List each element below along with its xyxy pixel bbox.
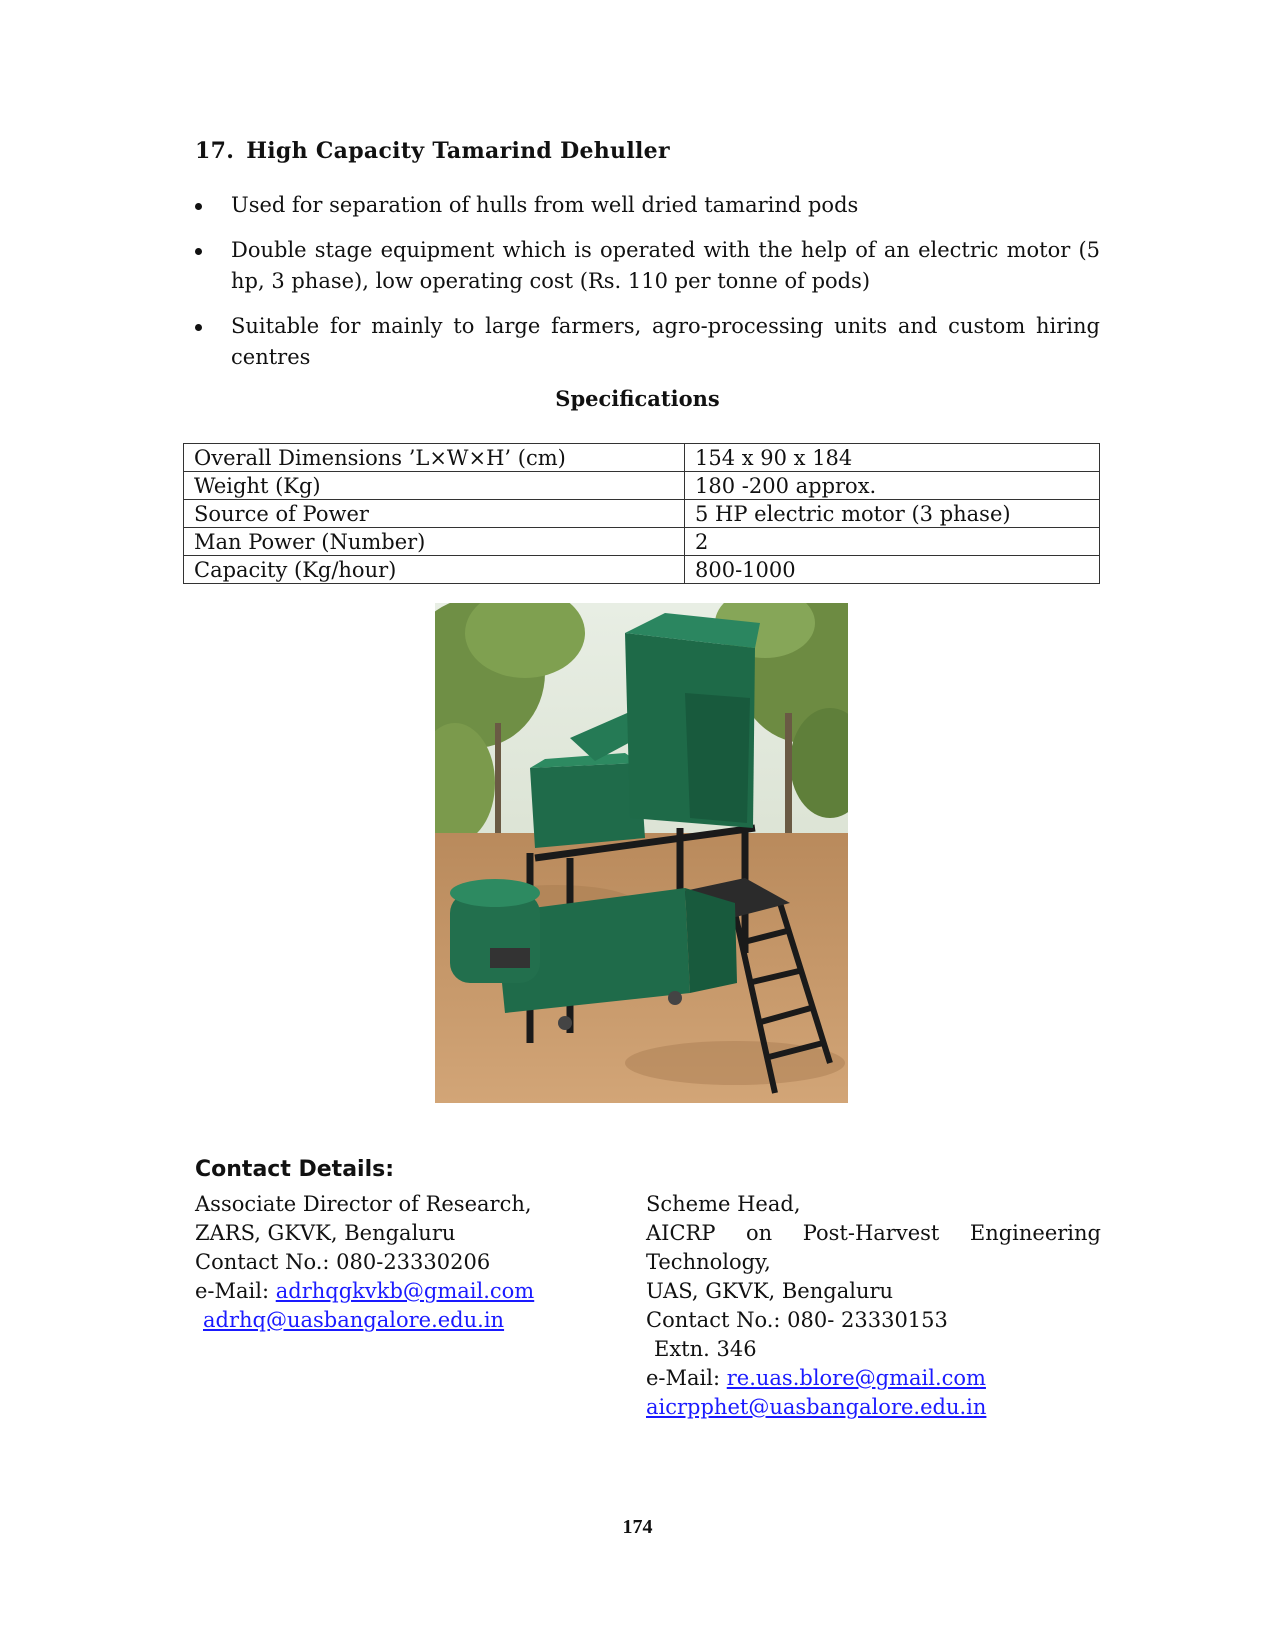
spec-label: Source of Power [184,500,685,528]
contact-line: Technology, [646,1250,771,1274]
contact-line: ZARS, GKVK, Bengaluru [195,1221,456,1245]
spec-label: Overall Dimensions ’L×W×H’ (cm) [184,444,685,472]
feature-bullet-text: Used for separation of hulls from well dried tamarind pods [231,193,859,217]
contact-details-title: Contact Details: [195,1157,395,1182]
contact-extension: Extn. 346 [654,1337,757,1361]
page-number: 174 [622,1516,653,1538]
contact-email-line [195,1306,615,1335]
email-link[interactable]: adrhq@uasbangalore.edu.in [203,1308,505,1332]
spec-label: Weight (Kg) [184,472,685,500]
dehuller-photo [435,603,848,1103]
contact-right-column [646,1190,1101,1422]
dehuller-illustration [435,603,848,1103]
feature-bullet [195,190,1100,221]
contact-line: UAS, GKVK, Bengaluru [646,1279,894,1303]
contact-email-line [646,1364,1101,1393]
bullet-icon [195,248,202,255]
section-title: High Capacity Tamarind Dehuller [246,138,670,164]
table-row [184,556,1100,584]
feature-bullet [195,311,1100,373]
contact-word: Engineering [969,1221,1101,1245]
spec-value: 5 HP electric motor (3 phase) [685,500,1100,528]
contact-word: Post-Harvest [802,1221,940,1245]
section-number: 17. [195,138,235,164]
contact-word: AICRP [646,1221,716,1245]
email-label: e-Mail: [646,1366,727,1390]
spec-label: Capacity (Kg/hour) [184,556,685,584]
email-link[interactable]: aicrpphet@uasbangalore.edu.in [646,1395,987,1419]
specifications-title: Specifications [555,386,720,411]
email-link[interactable]: adrhqgkvkb@gmail.com [275,1279,535,1303]
feature-bullet-list [195,190,1100,387]
email-link[interactable]: re.uas.blore@gmail.com [726,1366,986,1390]
contact-word: on [746,1221,773,1245]
contact-email-line [195,1277,615,1306]
table-row [184,528,1100,556]
table-row [184,444,1100,472]
contact-email-line [646,1393,1101,1422]
contact-line: Associate Director of Research, [195,1192,532,1216]
spec-value: 154 x 90 x 184 [685,444,1100,472]
feature-bullet [195,235,1100,297]
table-row [184,500,1100,528]
table-row [184,472,1100,500]
specifications-table [183,443,1100,584]
spec-value: 800-1000 [685,556,1100,584]
contact-left-column [195,1190,615,1335]
bullet-icon [195,324,202,331]
contact-line: Scheme Head, [646,1192,801,1216]
section-heading [195,138,670,164]
contact-phone: Contact No.: 080- 23330153 [646,1308,948,1332]
email-label: e-Mail: [195,1279,276,1303]
contact-phone: Contact No.: 080-23330206 [195,1250,491,1274]
spec-label: Man Power (Number) [184,528,685,556]
bullet-icon [195,203,202,210]
contact-line [646,1219,1101,1248]
feature-bullet-text: Double stage equipment which is operated with the help of an electric motor (5 hp, 3 phase), low operating cost (Rs. 110 per tonne of pods) [231,238,1100,293]
feature-bullet-text: Suitable for mainly to large farmers, agro-processing units and custom hiring centres [231,314,1100,369]
spec-value: 180 -200 approx. [685,472,1100,500]
spec-value: 2 [685,528,1100,556]
